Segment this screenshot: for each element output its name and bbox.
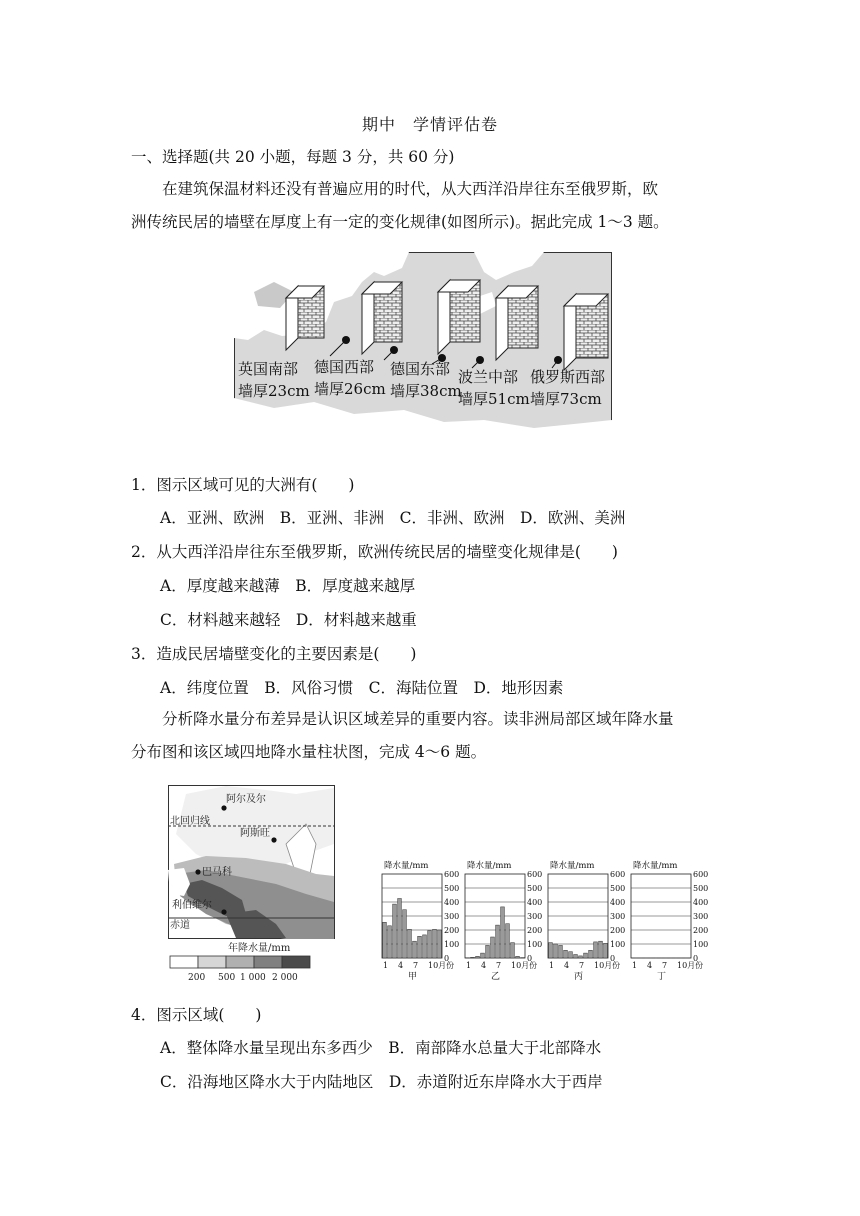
chart-xtick-3-3: 10月份 bbox=[677, 961, 704, 970]
label-tropic: 北回归线 bbox=[170, 816, 210, 827]
label-germany-east: 德国东部 bbox=[390, 360, 451, 378]
legend-tick-200: 200 bbox=[188, 973, 206, 983]
question-3-stem: 3．造成民居墙壁变化的主要因素是( ) bbox=[131, 645, 417, 663]
intro2-line2: 分布图和该区域四地降水量柱状图，完成 4～6 题。 bbox=[131, 743, 487, 761]
chart-ytick-0-1: 500 bbox=[444, 884, 460, 893]
chart-ytick-1-6: 0 bbox=[527, 954, 533, 963]
precipitation-charts-svg bbox=[378, 856, 708, 986]
chart-xtick-3-1: 4 bbox=[647, 961, 653, 970]
chart-bar-2-11 bbox=[604, 943, 608, 958]
chart-bar-2-7 bbox=[584, 953, 588, 958]
chart-ylabel-0: 降水量/mm bbox=[384, 861, 429, 871]
chart-bar-1-2 bbox=[476, 956, 480, 958]
question-2-options-row2: C．材料越来越轻 D．材料越来越重 bbox=[160, 611, 417, 629]
chart-bar-2-4 bbox=[569, 952, 573, 958]
chart-bar-2-6 bbox=[579, 956, 583, 958]
chart-bar-0-8 bbox=[423, 935, 427, 958]
page-title: 期中 学情评估卷 bbox=[361, 115, 498, 134]
chart-ytick-3-6: 0 bbox=[693, 954, 699, 963]
chart-bar-2-2 bbox=[559, 945, 563, 958]
chart-xtick-0-2: 7 bbox=[413, 961, 419, 970]
chart-ytick-0-0: 600 bbox=[444, 870, 460, 879]
chart-bar-0-10 bbox=[433, 929, 437, 958]
question-2-options-row1: A．厚度越来越薄 B．厚度越来越厚 bbox=[160, 577, 416, 595]
place-algiers: 阿尔及尔 bbox=[226, 794, 266, 805]
chart-bar-1-4 bbox=[486, 945, 490, 958]
label-england: 英国南部 bbox=[238, 360, 299, 378]
label-germany-west: 德国西部 bbox=[314, 358, 375, 376]
wall-germany-west-thickness: 墙厚26cm bbox=[314, 380, 386, 398]
chart-bar-1-7 bbox=[501, 907, 505, 958]
chart-panel-name-2: 丙 bbox=[574, 972, 584, 982]
chart-bar-0-9 bbox=[428, 931, 432, 958]
chart-xtick-0-0: 1 bbox=[383, 961, 389, 970]
wall-germany-east-thickness: 墙厚38cm bbox=[390, 382, 462, 400]
chart-ytick-1-3: 300 bbox=[527, 912, 543, 921]
intro-paragraph-2 bbox=[131, 703, 741, 769]
chart-ytick-2-0: 600 bbox=[610, 870, 626, 879]
chart-bar-2-9 bbox=[594, 942, 598, 958]
legend-swatches bbox=[170, 956, 310, 968]
chart-ytick-2-6: 0 bbox=[610, 954, 616, 963]
intro1-line2: 洲传统民居的墙壁在厚度上有一定的变化规律(如图所示)。据此完成 1～3 题。 bbox=[131, 213, 669, 231]
chart-xtick-1-0: 1 bbox=[466, 961, 472, 970]
chart-bar-2-0 bbox=[549, 943, 553, 958]
chart-ytick-3-0: 600 bbox=[693, 870, 708, 879]
chart-bar-0-0 bbox=[383, 922, 387, 958]
chart-bar-0-4 bbox=[403, 910, 407, 958]
chart-bar-0-7 bbox=[418, 936, 422, 958]
chart-xtick-3-0: 1 bbox=[632, 961, 638, 970]
intro1-line1: 在建筑保温材料还没有普遍应用的时代，从大西洋沿岸往东至俄罗斯，欧 bbox=[162, 180, 659, 198]
europe-wall-map bbox=[234, 252, 612, 452]
chart-xtick-3-2: 7 bbox=[662, 961, 668, 970]
chart-ytick-2-1: 500 bbox=[610, 884, 626, 893]
section-heading: 一、选择题(共 20 小题，每题 3 分，共 60 分) bbox=[131, 148, 455, 166]
question-4-options-row1: A．整体降水量呈现出东多西少 B．南部降水总量大于北部降水 bbox=[160, 1039, 602, 1057]
chart-ytick-1-0: 600 bbox=[527, 870, 543, 879]
chart-bar-0-3 bbox=[398, 899, 402, 959]
chart-bar-2-3 bbox=[564, 950, 568, 958]
africa-precipitation-map bbox=[166, 784, 338, 984]
chart-bar-1-3 bbox=[481, 953, 485, 958]
chart-ytick-0-6: 0 bbox=[444, 954, 450, 963]
chart-bar-2-5 bbox=[574, 955, 578, 959]
europe-map-graphic bbox=[234, 252, 612, 452]
question-1-stem: 1．图示区域可见的大洲有( ) bbox=[131, 476, 355, 494]
chart-xtick-2-3: 10月份 bbox=[594, 961, 621, 970]
intro-paragraph-1 bbox=[131, 173, 741, 239]
legend-title: 年降水量/mm bbox=[228, 943, 291, 954]
chart-ylabel-3: 降水量/mm bbox=[633, 861, 678, 871]
chart-bar-0-5 bbox=[408, 929, 412, 958]
chart-ylabel-1: 降水量/mm bbox=[467, 861, 512, 871]
chart-ytick-2-2: 400 bbox=[610, 898, 626, 907]
chart-ytick-0-4: 200 bbox=[444, 926, 460, 935]
precipitation-charts bbox=[378, 856, 708, 986]
chart-panel-name-0: 甲 bbox=[408, 972, 418, 982]
chart-bar-0-11 bbox=[438, 930, 442, 958]
question-2-stem: 2．从大西洋沿岸往东至俄罗斯，欧洲传统民居的墙壁变化规律是( ) bbox=[131, 543, 618, 561]
label-poland: 波兰中部 bbox=[458, 368, 519, 386]
chart-ytick-2-4: 200 bbox=[610, 926, 626, 935]
wall-england-thickness: 墙厚23cm bbox=[238, 382, 310, 400]
chart-xtick-2-2: 7 bbox=[579, 961, 585, 970]
chart-ytick-1-4: 200 bbox=[527, 926, 543, 935]
wall-russia-thickness: 墙厚73cm bbox=[530, 390, 602, 408]
chart-ytick-0-5: 100 bbox=[444, 940, 460, 949]
chart-panel-name-3: 丁 bbox=[657, 972, 667, 982]
chart-ytick-1-1: 500 bbox=[527, 884, 543, 893]
chart-ytick-0-3: 300 bbox=[444, 912, 460, 921]
chart-bar-1-9 bbox=[511, 943, 515, 958]
chart-ytick-0-2: 400 bbox=[444, 898, 460, 907]
question-4-options-row2: C．沿海地区降水大于内陆地区 D．赤道附近东岸降水大于西岸 bbox=[160, 1073, 603, 1091]
chart-xtick-1-3: 10月份 bbox=[511, 961, 538, 970]
chart-ytick-2-3: 300 bbox=[610, 912, 626, 921]
chart-ytick-1-2: 400 bbox=[527, 898, 543, 907]
chart-ytick-3-3: 300 bbox=[693, 912, 708, 921]
chart-ytick-3-5: 100 bbox=[693, 940, 708, 949]
chart-xtick-2-1: 4 bbox=[564, 961, 570, 970]
chart-ylabel-2: 降水量/mm bbox=[550, 861, 595, 871]
place-bamako: 巴马科 bbox=[202, 867, 232, 878]
chart-xtick-1-1: 4 bbox=[481, 961, 487, 970]
chart-ytick-3-4: 200 bbox=[693, 926, 708, 935]
chart-bar-0-6 bbox=[413, 941, 417, 958]
chart-bar-0-1 bbox=[388, 926, 392, 958]
chart-bar-2-1 bbox=[554, 944, 558, 958]
chart-ytick-3-1: 500 bbox=[693, 884, 708, 893]
chart-ytick-1-5: 100 bbox=[527, 940, 543, 949]
chart-bar-1-1 bbox=[471, 957, 475, 958]
chart-xtick-0-3: 10月份 bbox=[428, 961, 455, 970]
chart-bar-2-10 bbox=[599, 941, 603, 958]
chart-ytick-3-2: 400 bbox=[693, 898, 708, 907]
legend-tick-2000: 2 000 bbox=[272, 973, 298, 983]
chart-bar-0-2 bbox=[393, 904, 397, 958]
chart-bar-2-8 bbox=[589, 950, 593, 958]
question-1-options: A．亚洲、欧洲 B．亚洲、非洲 C．非洲、欧洲 D．欧洲、美洲 bbox=[160, 509, 626, 527]
chart-panel-name-1: 乙 bbox=[491, 972, 501, 982]
place-libreville: 利伯维尔 bbox=[172, 900, 212, 911]
legend-tick-500: 500 bbox=[218, 973, 236, 983]
chart-xtick-2-0: 1 bbox=[549, 961, 555, 970]
chart-bar-1-5 bbox=[491, 937, 495, 958]
chart-xtick-0-1: 4 bbox=[398, 961, 404, 970]
chart-ytick-2-5: 100 bbox=[610, 940, 626, 949]
africa-map-graphic bbox=[166, 784, 338, 984]
intro2-line1: 分析降水量分布差异是认识区域差异的重要内容。读非洲局部区域年降水量 bbox=[162, 710, 674, 728]
label-equator: 赤道 bbox=[170, 920, 190, 931]
wall-poland-thickness: 墙厚51cm bbox=[458, 390, 530, 408]
question-3-options: A．纬度位置 B．风俗习惯 C．海陆位置 D．地形因素 bbox=[160, 679, 564, 697]
label-russia: 俄罗斯西部 bbox=[530, 368, 606, 386]
legend-tick-1000: 1 000 bbox=[240, 973, 266, 983]
chart-bar-1-8 bbox=[506, 924, 510, 958]
question-4-stem: 4．图示区域( ) bbox=[131, 1006, 262, 1024]
place-aswan: 阿斯旺 bbox=[240, 828, 270, 839]
chart-bar-1-10 bbox=[516, 956, 520, 958]
chart-bar-1-6 bbox=[496, 925, 500, 958]
chart-xtick-1-2: 7 bbox=[496, 961, 502, 970]
